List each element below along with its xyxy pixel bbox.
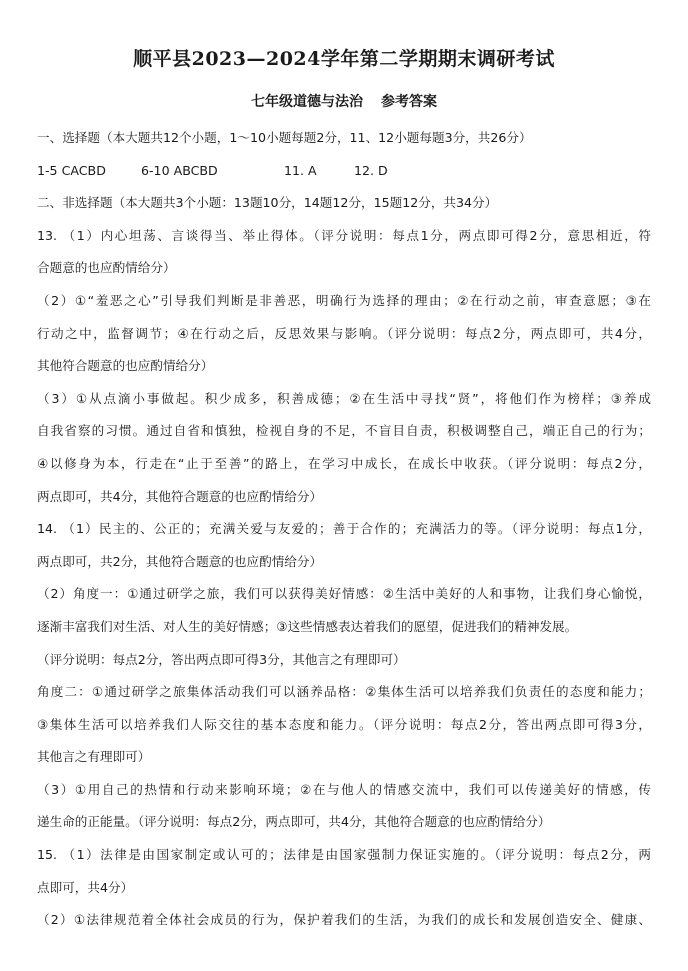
section2-heading: 二、非选择题（本大题共3个小题：13题10分，14题12分，15题12分，共34分）	[37, 195, 498, 211]
q13-2-line1: （2）①“羞恶之心”引导我们判断是非善恶，明确行为选择的理由；②在行动之前，审查意愿；③在	[37, 292, 651, 308]
q15-2-line1: （2）①法律规范着全体社会成员的行为，保护着我们的生活，为我们的成长和发展创造安全、健康、	[37, 912, 651, 928]
answer-body	[37, 122, 651, 937]
q15-1-line2: 点即可，共4分）	[37, 879, 134, 895]
q13-2-line3: 其他符合题意的也应酌情给分）	[37, 358, 214, 374]
q14-3-line2: 递生命的正能量。（评分说明：每点2分，两点即可，共4分，其他符合题意的也应酌情给分）	[37, 814, 551, 830]
q14-2-line3: （评分说明：每点2分，答出两点即可得3分，其他言之有理即可）	[37, 651, 406, 667]
section1-heading: 一、选择题（本大题共12个小题，1～10小题每题2分，11、12小题每题3分，共26分）	[37, 130, 532, 145]
answer-12: 12. D	[354, 162, 388, 178]
q14-2-line1: （2）角度一：①通过研学之旅，我们可以获得美好情感：②生活中美好的人和事物，让我们身心愉悦，	[37, 586, 651, 602]
page-title: 顺平县2023—2024学年第二学期期末调研考试	[133, 48, 555, 70]
answer-11: 11. A	[284, 162, 317, 178]
q14-2-line2: 逐渐丰富我们对生活、对人生的美好情感；③这些情感表达着我们的愿望，促进我们的精神发展。	[37, 618, 578, 634]
q14-1-line1: 14. （1）民主的、公正的；充满关爱与友爱的；善于合作的；充满活力的等。（评分说明：每点1分，	[37, 521, 651, 537]
subtitle-answer-key: 参考答案	[381, 94, 437, 110]
subtitle-subject: 七年级道德与法治	[251, 94, 363, 110]
answer-6-10: 6-10 ABCBD	[141, 162, 218, 178]
q14-1-line2: 两点即可，共2分，其他符合题意的也应酌情给分）	[37, 553, 323, 569]
q14-2-angle2-line3: 其他言之有理即可）	[37, 749, 151, 765]
q13-3-line3: ④以修身为本，行走在“止于至善”的路上，在学习中成长，在成长中收获。（评分说明：每点2分，	[37, 455, 651, 471]
q15-1-line1: 15. （1）法律是由国家制定或认可的；法律是由国家强制力保证实施的。（评分说明：每点2分，两	[37, 847, 651, 863]
q13-1-line2: 合题意的也应酌情给分）	[37, 260, 176, 276]
answer-1-5: 1-5 CACBD	[37, 162, 106, 178]
q13-3-line4: 两点即可，共4分，其他符合题意的也应酌情给分）	[37, 488, 323, 504]
q14-2-angle2-line1: 角度二：①通过研学之旅集体活动我们可以涵养品格：②集体生活可以培养我们负责任的态度和能力；	[37, 684, 651, 700]
q13-1-line1: 13. （1）内心坦荡、言谈得当、举止得体。（评分说明：每点1分，两点即可得2分，意思相近，符	[37, 227, 651, 243]
choice-answers	[37, 155, 651, 188]
q14-3-line1: （3）①用自己的热情和行动来影响环境；②在与他人的情感交流中，我们可以传递美好的情感，传	[37, 781, 651, 797]
q13-2-line2: 行动之中，监督调节；④在行动之后，反思效果与影响。（评分说明：每点2分，两点即可，共4分，	[37, 325, 651, 341]
page-subtitle	[0, 91, 688, 111]
q13-3-line1: （3）①从点滴小事做起。积少成多，积善成德；②在生活中寻找“贤”，将他们作为榜样；③养成	[37, 390, 651, 406]
q14-2-angle2-line2: ③集体生活可以培养我们人际交往的基本态度和能力。（评分说明：每点2分，答出两点即可得3分，	[37, 716, 651, 732]
q13-3-line2: 自我省察的习惯。通过自省和慎独，检视自身的不足，不盲目自责，积极调整自己，端正自己的行为；	[37, 423, 651, 439]
